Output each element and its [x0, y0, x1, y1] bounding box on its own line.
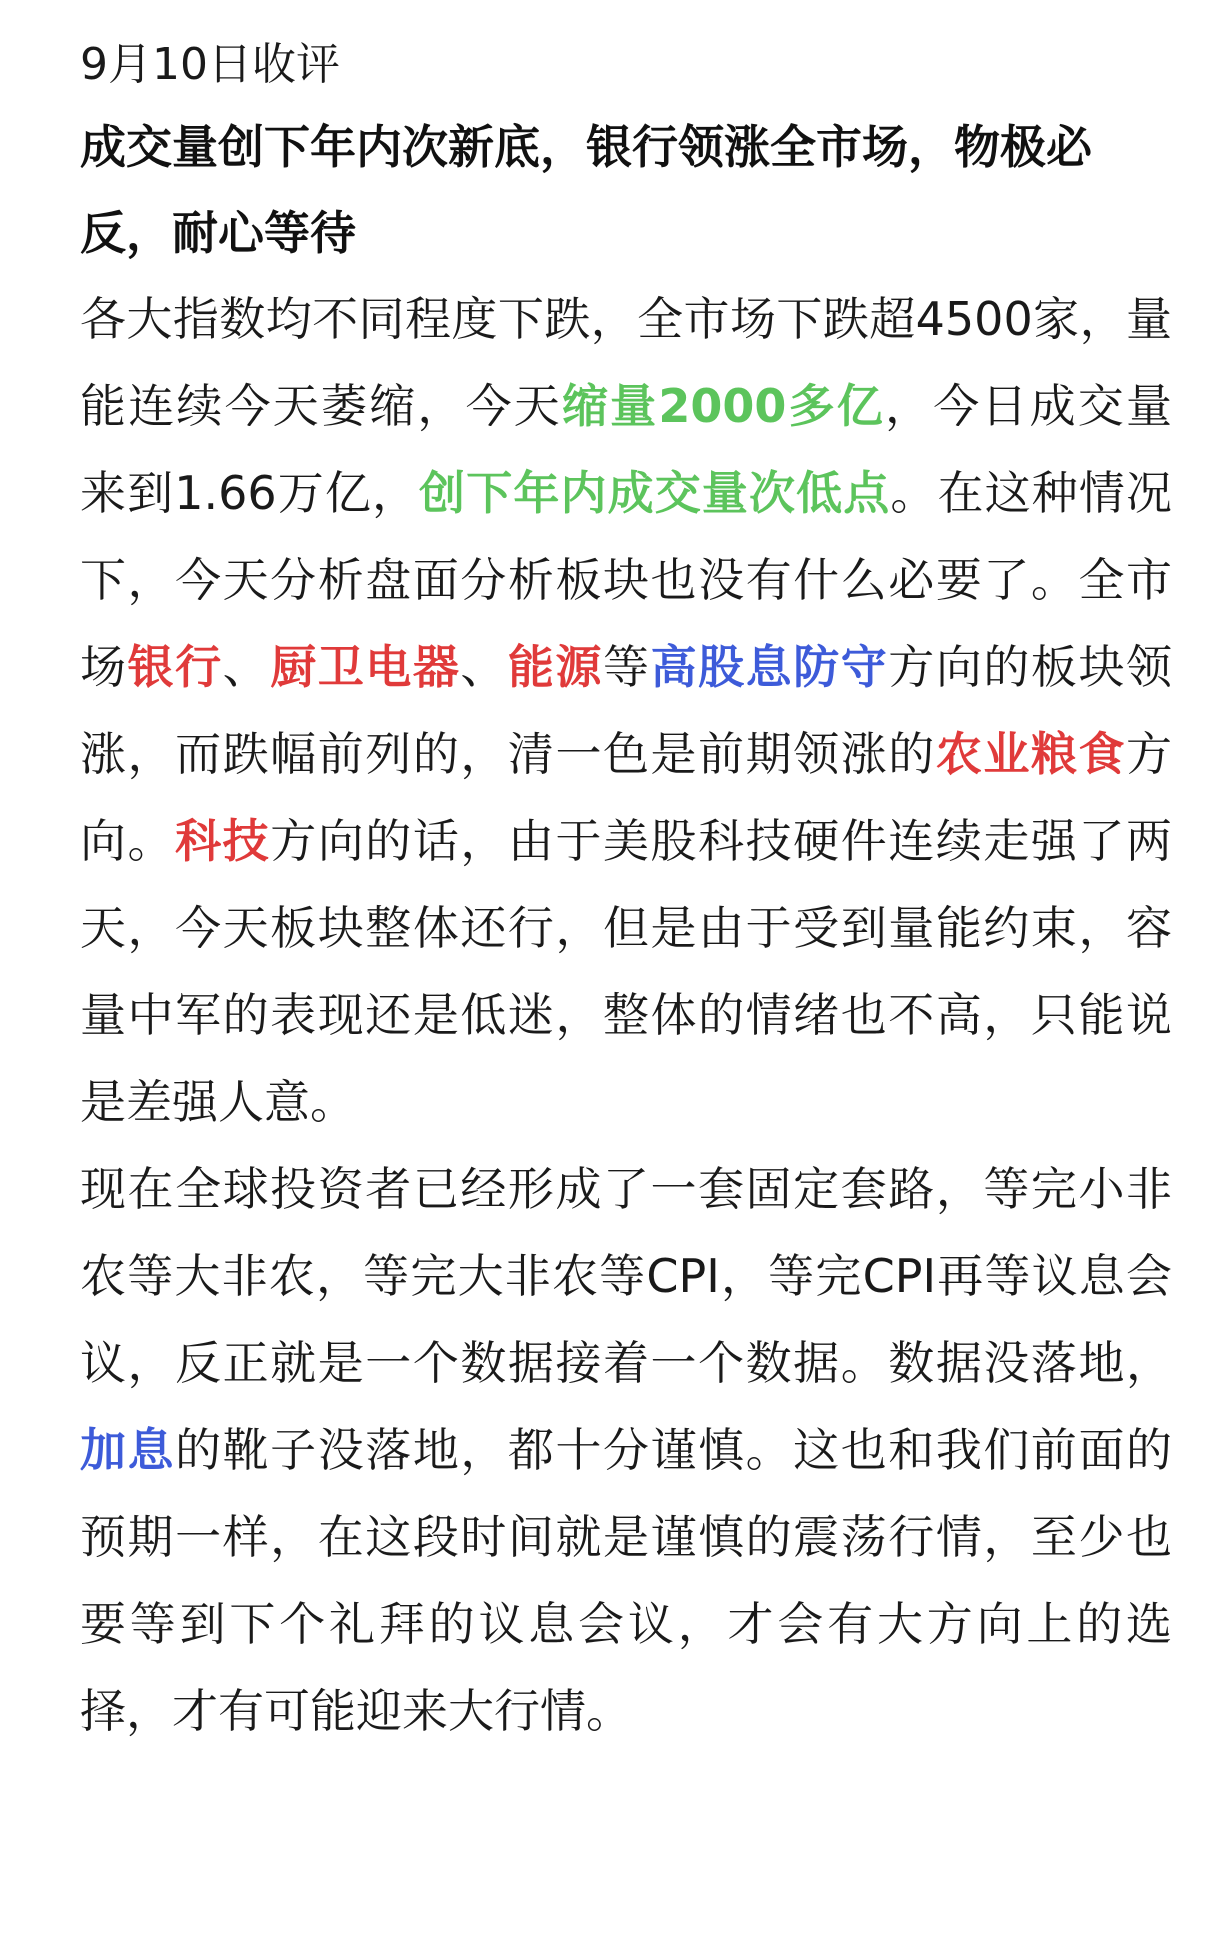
highlight-technology: 科技 [175, 814, 271, 868]
text-segment: 方向。 [80, 727, 1173, 868]
text-segment: 方向的话，由于美股科技硬件连续走强了两天，今天板块整体还行，但是由于受到量能约束，容量中军的表现还是低迷，整体的情绪也不高，只能说是差强人意。 [80, 814, 1173, 1129]
highlight-high-dividend: 高股息防守 [650, 640, 889, 694]
highlight-volume-low: 创下年内成交量次低点 [419, 466, 891, 520]
highlight-energy: 能源 [507, 640, 604, 694]
highlight-bank: 银行 [127, 640, 223, 694]
text-segment: 、 [222, 640, 271, 694]
paragraph-outlook [80, 1146, 1172, 1755]
highlight-kitchen-appliances: 厨卫电器 [270, 640, 461, 694]
date-title: 9月10日收评 [80, 39, 340, 90]
text-segment: ，今日成交量来到1.66万亿， [80, 379, 1173, 520]
highlight-volume-shrink: 缩量2000多亿 [561, 379, 886, 433]
text-segment: 、 [460, 640, 508, 694]
paragraph-market-summary [80, 276, 1172, 1146]
highlight-agriculture: 农业粮食 [935, 727, 1127, 781]
headline: 成交量创下年内次新底，银行领涨全市场，物极必反，耐心等待 [80, 120, 1092, 260]
text-segment: 的靴子没落地，都十分谨慎。这也和我们前面的预期一样，在这段时间就是谨慎的震荡行情，至少也要等到下个礼拜的议息会议，才会有大方向上的选择，才有可能迎来大行情。 [80, 1423, 1173, 1738]
text-segment: 各大指数均不同程度下跌，全市场下跌超4500家，量能连续今天萎缩，今天 [80, 292, 1172, 433]
text-segment: 方向的板块领涨，而跌幅前列的，清一色是前期领涨的 [80, 640, 1173, 781]
text-segment: 现在全球投资者已经形成了一套固定套路，等完小非农等大非农，等完大非农等CPI，等完CPI再等议息会议，反正就是一个数据接着一个数据。数据没落地， [80, 1162, 1172, 1390]
text-segment: 。在这种情况下，今天分析盘面分析板块也没有什么必要了。全市场 [80, 466, 1173, 694]
highlight-rate-hike: 加息 [80, 1423, 176, 1477]
text-segment: 等 [603, 640, 651, 694]
